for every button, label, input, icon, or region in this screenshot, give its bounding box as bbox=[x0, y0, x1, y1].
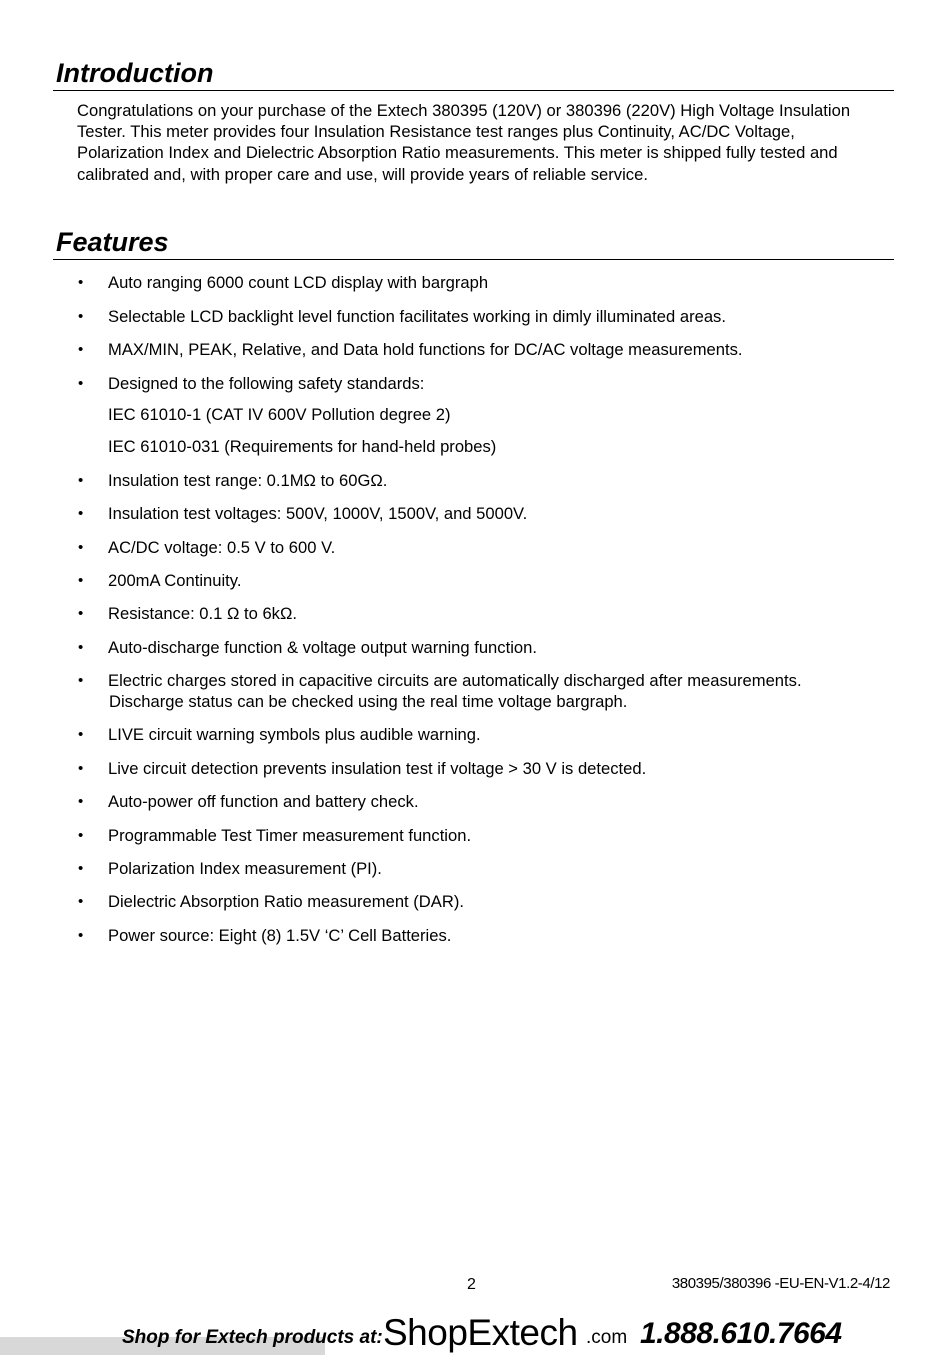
safety-standard-iec-61010-1: IEC 61010-1 (CAT IV 600V Pollution degree 2) bbox=[108, 405, 451, 424]
feature-text: Power source: Eight (8) 1.5V ‘C’ Cell Batteries. bbox=[108, 926, 452, 945]
footer-phone: 1.888.610.7664 bbox=[640, 1317, 842, 1350]
footer-brand-suffix: .com bbox=[586, 1327, 628, 1348]
feature-text: Insulation test voltages: 500V, 1000V, 1500V, and 5000V. bbox=[108, 504, 528, 523]
feature-item bbox=[78, 758, 878, 779]
feature-text-line: Electric charges stored in capacitive circuits are automatically discharged after measurements. bbox=[108, 671, 802, 690]
feature-item bbox=[78, 503, 878, 524]
introduction-heading: Introduction bbox=[53, 58, 894, 91]
feature-text: Programmable Test Timer measurement function. bbox=[108, 826, 472, 845]
bullet-icon: • bbox=[78, 308, 84, 325]
footer-brand-link[interactable]: ShopExtech bbox=[383, 1312, 578, 1353]
feature-text: Resistance: 0.1 Ω to 6kΩ. bbox=[108, 604, 297, 623]
bullet-icon: • bbox=[78, 274, 84, 291]
feature-text: Auto-power off function and battery check. bbox=[108, 792, 419, 811]
bullet-icon: • bbox=[78, 639, 84, 656]
feature-text: Auto-discharge function & voltage output warning function. bbox=[108, 638, 537, 657]
feature-text: MAX/MIN, PEAK, Relative, and Data hold functions for DC/AC voltage measurements. bbox=[108, 340, 743, 359]
bullet-icon: • bbox=[78, 572, 84, 589]
feature-item bbox=[78, 670, 878, 712]
bullet-icon: • bbox=[78, 375, 84, 392]
feature-item bbox=[78, 339, 878, 360]
feature-item bbox=[78, 373, 878, 394]
feature-item bbox=[78, 570, 878, 591]
bullet-icon: • bbox=[78, 505, 84, 522]
bullet-icon: • bbox=[78, 726, 84, 743]
bullet-icon: • bbox=[78, 827, 84, 844]
feature-item bbox=[78, 891, 878, 912]
feature-text-continuation: Discharge status can be checked using the real time voltage bargraph. bbox=[109, 692, 628, 711]
bullet-icon: • bbox=[78, 793, 84, 810]
feature-item bbox=[78, 825, 878, 846]
bullet-icon: • bbox=[78, 927, 84, 944]
feature-item bbox=[78, 724, 878, 745]
feature-text: Auto ranging 6000 count LCD display with bargraph bbox=[108, 273, 489, 292]
features-heading: Features bbox=[53, 227, 894, 260]
footer-shop-label: Shop for Extech products at: bbox=[122, 1327, 383, 1348]
feature-text: 200mA Continuity. bbox=[108, 571, 242, 590]
bullet-icon: • bbox=[78, 860, 84, 877]
feature-text: Live circuit detection prevents insulation test if voltage > 30 V is detected. bbox=[108, 759, 647, 778]
bullet-icon: • bbox=[78, 539, 84, 556]
feature-item bbox=[78, 637, 878, 658]
feature-text: Designed to the following safety standards: bbox=[108, 374, 425, 393]
feature-item bbox=[78, 925, 878, 946]
bullet-icon: • bbox=[78, 341, 84, 358]
document-code: 380395/380396 -EU-EN-V1.2-4/12 bbox=[671, 1275, 890, 1292]
bullet-icon: • bbox=[78, 605, 84, 622]
feature-item bbox=[78, 537, 878, 558]
bullet-icon: • bbox=[78, 760, 84, 777]
safety-standard-iec-61010-031: IEC 61010-031 (Requirements for hand-held probes) bbox=[108, 437, 497, 456]
feature-text: AC/DC voltage: 0.5 V to 600 V. bbox=[108, 538, 336, 557]
feature-item bbox=[78, 306, 878, 327]
feature-text: Dielectric Absorption Ratio measurement (DAR). bbox=[108, 892, 464, 911]
feature-text: LIVE circuit warning symbols plus audible warning. bbox=[108, 725, 481, 744]
feature-item bbox=[78, 470, 878, 491]
introduction-body: Congratulations on your purchase of the Extech 380395 (120V) or 380396 (220V) High Voltage Insulation Tester. This meter provides four Insulation Resistance test ranges plus Continuity, AC/DC Voltage, Polarization Index and Dielectric Absorption Ratio measurements. This meter is shipped fully tested and calibrated and, with proper care and use, will provide years of reliable service. bbox=[77, 101, 851, 184]
feature-item bbox=[78, 272, 878, 293]
bullet-icon: • bbox=[78, 672, 84, 689]
feature-text: Insulation test range: 0.1MΩ to 60GΩ. bbox=[108, 471, 388, 490]
feature-text: Selectable LCD backlight level function facilitates working in dimly illuminated areas. bbox=[108, 307, 726, 326]
feature-item bbox=[78, 603, 878, 624]
feature-item bbox=[78, 791, 878, 812]
feature-text: Polarization Index measurement (PI). bbox=[108, 859, 382, 878]
page-number: 2 bbox=[467, 1276, 476, 1293]
bullet-icon: • bbox=[78, 893, 84, 910]
bullet-icon: • bbox=[78, 472, 84, 489]
feature-item bbox=[78, 858, 878, 879]
feature-text bbox=[108, 670, 878, 712]
